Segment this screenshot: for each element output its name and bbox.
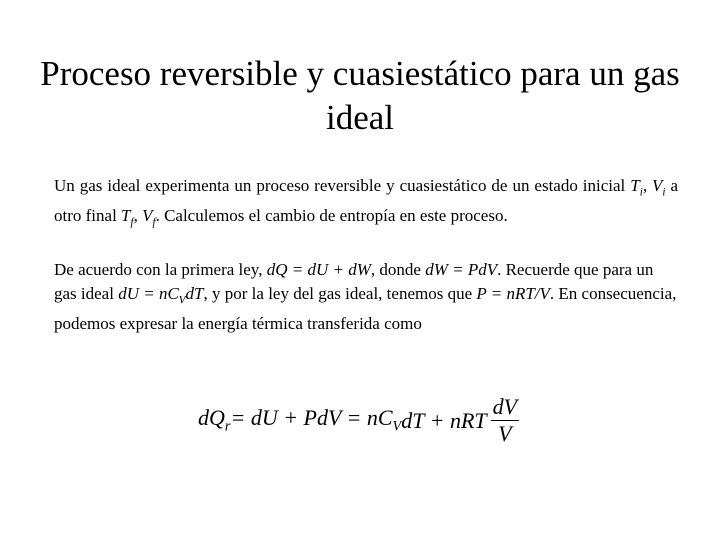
heat-equation (198, 394, 519, 447)
var-Ti: $T_i$ (630, 176, 643, 199)
fraction-denominator: V (498, 421, 512, 446)
eq-internal-energy: dU = $nC_VdT$ (118, 284, 204, 307)
var-Vf: $V_f$ (142, 206, 156, 229)
eq-work: dW = PdV (425, 260, 498, 279)
intro-text-3: . Calculemos el cambio de entropía en este proceso. (155, 206, 508, 226)
eq-rest: dT + nRT (401, 407, 487, 433)
eq-first-law: dQ = dU + dW (266, 260, 371, 279)
intro-paragraph: Un gas ideal experimenta un proceso reversible y cuasiestático de un estado inicial $T_i$, $V_i$ a otro final $T_f$, $V_f$. Calculemos el cambio de entropía en este proceso. (54, 176, 679, 229)
eq-fraction (491, 394, 519, 447)
intro-text-1: Un gas ideal experimenta un proceso reversible y cuasiestático de un estado inicial (54, 176, 631, 195)
eq-ideal-gas: P = nRT/V (476, 284, 550, 303)
fraction-numerator: dV (492, 394, 518, 419)
intro-text-2: a otro final (54, 176, 679, 226)
var-Vi: $V_i$ (652, 176, 666, 199)
first-law-paragraph: De acuerdo con la primera ley, dQ = dU + dW, donde dW = PdV. Recuerde que para un gas ideal dU = $nC_VdT$, y por la ley del gas ideal, tenemos que P = nRT/V. En consecuencia, podemos expresar la energía térmica transferida como (54, 260, 677, 334)
slide-title: Proceso reversible y cuasiestático para un gas ideal (40, 54, 680, 137)
eq-mid: = dU + PdV = $nC_V$ (230, 405, 402, 435)
var-Tf: $T_f$ (121, 206, 134, 229)
eq-lhs: $dQ_r$ (198, 405, 231, 435)
